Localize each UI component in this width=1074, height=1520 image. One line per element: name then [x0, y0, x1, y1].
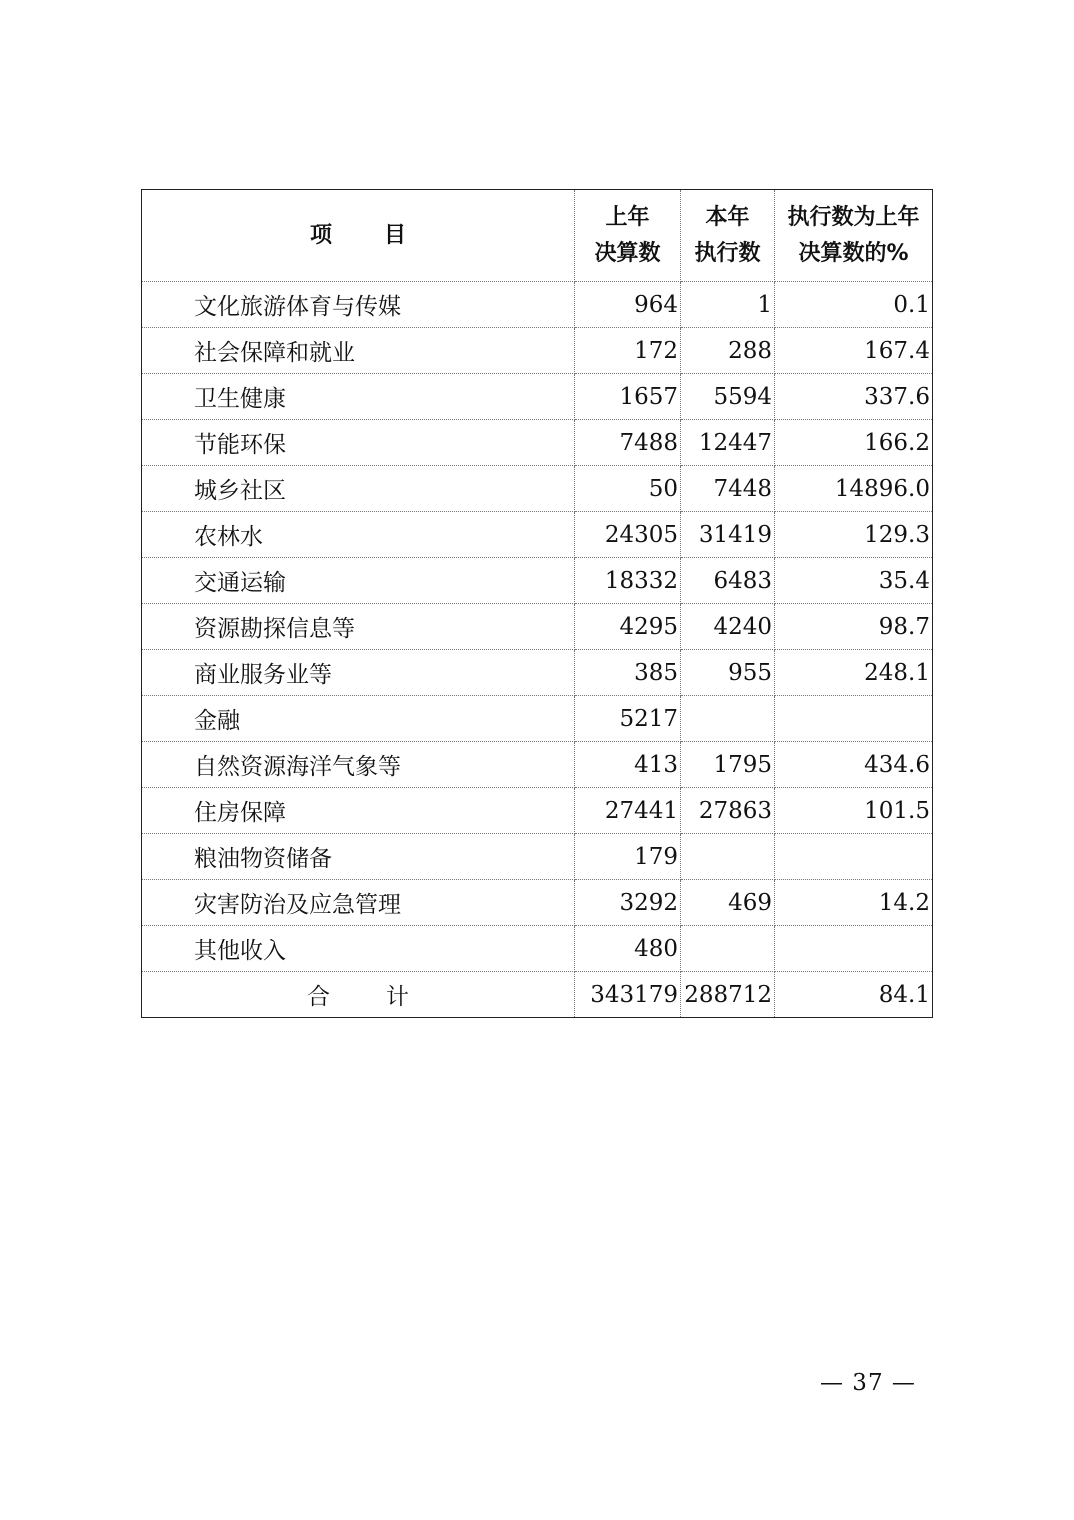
- row-name: 灾害防治及应急管理: [142, 880, 575, 926]
- table-row: [142, 558, 933, 604]
- budget-table-wrapper: [141, 189, 933, 1018]
- header-item: [142, 190, 575, 282]
- row-prev: 5217: [575, 696, 681, 742]
- row-name: 城乡社区: [142, 466, 575, 512]
- header-prev-year: [575, 190, 681, 282]
- budget-table: [141, 189, 933, 1018]
- row-prev: 385: [575, 650, 681, 696]
- row-prev: 1657: [575, 374, 681, 420]
- row-curr: 6483: [681, 558, 775, 604]
- row-pct: 14896.0: [775, 466, 933, 512]
- row-curr: [681, 696, 775, 742]
- row-name: 商业服务业等: [142, 650, 575, 696]
- total-pct: 84.1: [775, 972, 933, 1018]
- header-item-char-a: 项: [309, 222, 332, 248]
- row-pct: 434.6: [775, 742, 933, 788]
- row-pct: 248.1: [775, 650, 933, 696]
- row-prev: 179: [575, 834, 681, 880]
- table-total-row: [142, 972, 933, 1018]
- header-curr-line1: 本年: [705, 204, 750, 230]
- row-curr: 27863: [681, 788, 775, 834]
- table-row: [142, 604, 933, 650]
- header-percent: [775, 190, 933, 282]
- table-row: [142, 742, 933, 788]
- row-name: 住房保障: [142, 788, 575, 834]
- row-prev: 964: [575, 282, 681, 328]
- row-pct: [775, 834, 933, 880]
- row-curr: 469: [681, 880, 775, 926]
- row-pct: 35.4: [775, 558, 933, 604]
- row-curr: [681, 926, 775, 972]
- row-prev: 24305: [575, 512, 681, 558]
- header-pct-line1: 执行数为上年: [787, 204, 920, 230]
- table-row: [142, 788, 933, 834]
- row-pct: 0.1: [775, 282, 933, 328]
- total-name: [142, 972, 575, 1018]
- table-row: [142, 926, 933, 972]
- row-name: 文化旅游体育与传媒: [142, 282, 575, 328]
- row-pct: [775, 696, 933, 742]
- row-prev: 18332: [575, 558, 681, 604]
- header-curr-year: [681, 190, 775, 282]
- total-label-char-b: 计: [386, 984, 409, 1010]
- table-row: [142, 880, 933, 926]
- table-row: [142, 696, 933, 742]
- row-name: 其他收入: [142, 926, 575, 972]
- table-row: [142, 650, 933, 696]
- row-name: 金融: [142, 696, 575, 742]
- table-header-row: [142, 190, 933, 282]
- row-prev: 7488: [575, 420, 681, 466]
- header-pct-line2: 决算数的%: [798, 240, 909, 266]
- total-label-char-a: 合: [307, 984, 330, 1010]
- table-row: [142, 834, 933, 880]
- header-item-char-b: 目: [384, 222, 407, 248]
- row-curr: 288: [681, 328, 775, 374]
- row-prev: 4295: [575, 604, 681, 650]
- row-curr: 31419: [681, 512, 775, 558]
- total-curr: 288712: [681, 972, 775, 1018]
- row-name: 节能环保: [142, 420, 575, 466]
- row-prev: 172: [575, 328, 681, 374]
- row-name: 交通运输: [142, 558, 575, 604]
- row-name: 自然资源海洋气象等: [142, 742, 575, 788]
- row-curr: 1795: [681, 742, 775, 788]
- page-number: — 37 —: [820, 1370, 916, 1396]
- row-curr: 955: [681, 650, 775, 696]
- row-pct: 98.7: [775, 604, 933, 650]
- row-pct: 14.2: [775, 880, 933, 926]
- table-row: [142, 420, 933, 466]
- table-row: [142, 328, 933, 374]
- row-curr: 1: [681, 282, 775, 328]
- header-curr-line2: 执行数: [694, 240, 761, 266]
- row-name: 粮油物资储备: [142, 834, 575, 880]
- row-curr: [681, 834, 775, 880]
- table-row: [142, 282, 933, 328]
- header-prev-line1: 上年: [605, 204, 650, 230]
- row-pct: 166.2: [775, 420, 933, 466]
- row-name: 卫生健康: [142, 374, 575, 420]
- table-row: [142, 512, 933, 558]
- row-name: 农林水: [142, 512, 575, 558]
- row-prev: 3292: [575, 880, 681, 926]
- row-prev: 413: [575, 742, 681, 788]
- row-curr: 4240: [681, 604, 775, 650]
- table-row: [142, 374, 933, 420]
- table-row: [142, 466, 933, 512]
- row-curr: 5594: [681, 374, 775, 420]
- row-pct: 101.5: [775, 788, 933, 834]
- row-name: 资源勘探信息等: [142, 604, 575, 650]
- row-pct: 129.3: [775, 512, 933, 558]
- row-prev: 50: [575, 466, 681, 512]
- row-name: 社会保障和就业: [142, 328, 575, 374]
- header-prev-line2: 决算数: [594, 240, 661, 266]
- row-pct: 337.6: [775, 374, 933, 420]
- row-prev: 27441: [575, 788, 681, 834]
- row-pct: [775, 926, 933, 972]
- row-pct: 167.4: [775, 328, 933, 374]
- total-prev: 343179: [575, 972, 681, 1018]
- row-curr: 7448: [681, 466, 775, 512]
- row-prev: 480: [575, 926, 681, 972]
- row-curr: 12447: [681, 420, 775, 466]
